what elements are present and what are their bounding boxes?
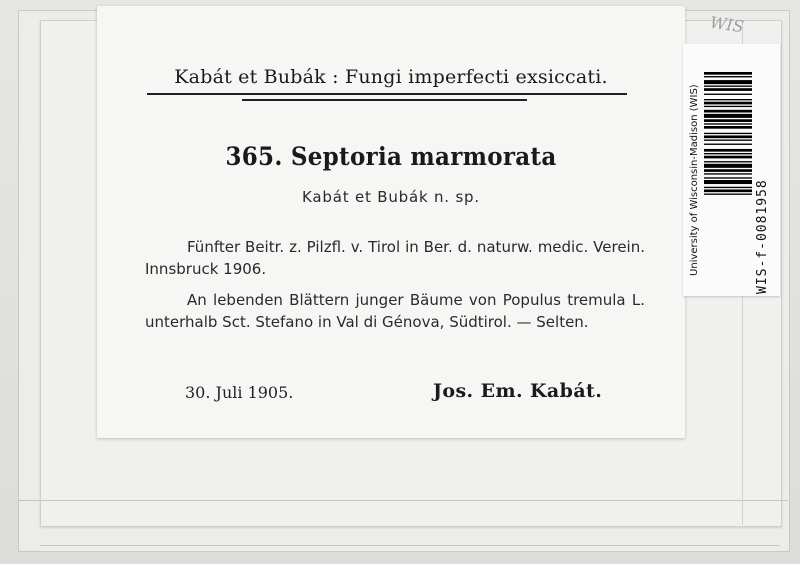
barcode-bar xyxy=(704,153,752,154)
barcode-bar xyxy=(704,86,752,87)
barcode-bar xyxy=(704,180,752,184)
herbarium-pencil-mark: WIS xyxy=(708,12,745,37)
barcode-bar xyxy=(704,72,752,75)
barcode-bar xyxy=(704,194,752,195)
barcode-bar xyxy=(704,140,752,141)
barcode-bar xyxy=(704,88,752,91)
barcode-bar xyxy=(704,123,752,124)
barcode-bar xyxy=(704,161,752,162)
species-authority: Kabát et Bubák n. sp. xyxy=(302,188,480,206)
barcode-bar xyxy=(704,149,752,152)
fold-line xyxy=(40,545,780,546)
barcode-bar xyxy=(704,135,752,138)
barcode-bar xyxy=(704,126,752,129)
barcode-label xyxy=(683,44,780,296)
barcode-bar xyxy=(704,173,752,174)
catalog-number: WIS-f-0081958 xyxy=(755,179,770,294)
collection-date: 30. Juli 1905. xyxy=(185,383,294,402)
barcode-bar xyxy=(704,164,752,168)
series-title: Kabát et Bubák : Fungi imperfecti exsiccati. xyxy=(174,66,608,88)
barcode-bar xyxy=(704,189,752,192)
barcode-bar xyxy=(704,144,752,145)
title-rule xyxy=(242,99,527,101)
title-rule xyxy=(147,93,627,95)
barcode-bar xyxy=(704,187,752,188)
institution-name: University of Wisconsin-Madison (WIS) xyxy=(689,84,700,276)
barcode-bar xyxy=(704,133,752,134)
barcode-bar xyxy=(704,119,752,122)
barcode-bar xyxy=(704,106,752,107)
locality-description: An lebenden Blättern junger Bäume von Populus tremula L. unterhalb Sct. Stefano in Val di Génova, Südtirol. — Selten. xyxy=(145,291,645,331)
barcode-bar xyxy=(704,156,752,159)
fold-line xyxy=(18,500,788,501)
barcode-bar xyxy=(704,99,752,100)
barcode-bar xyxy=(704,102,752,105)
barcode-bar xyxy=(704,169,752,172)
collector-name: Jos. Em. Kabát. xyxy=(433,380,603,402)
barcode-bar xyxy=(704,80,752,84)
species-title: 365. Septoria marmorata xyxy=(225,142,557,171)
publication-reference: Fünfter Beitr. z. Pilzfl. v. Tirol in Ber. d. naturw. medic. Verein. Innsbruck 1906. xyxy=(145,238,645,278)
barcode xyxy=(704,70,752,278)
barcode-bar xyxy=(704,76,752,77)
barcode-bar xyxy=(704,94,752,95)
barcode-bar xyxy=(704,110,752,113)
exsiccata-label xyxy=(97,6,685,438)
barcode-bar xyxy=(704,177,752,178)
barcode-bar xyxy=(704,114,752,118)
